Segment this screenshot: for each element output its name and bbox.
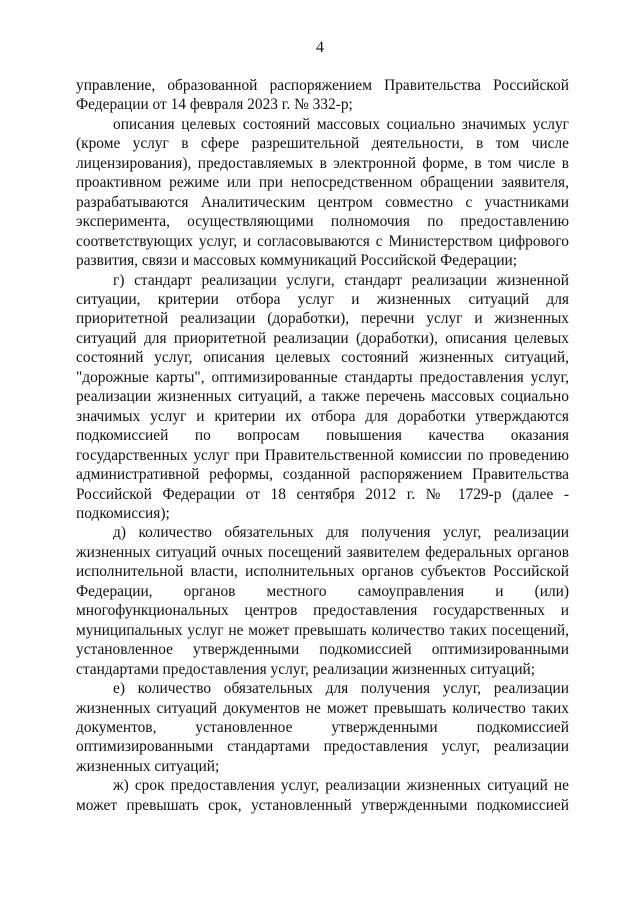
paragraph-item-zh: ж) срок предоставления услуг, реализации жизненных ситуаций не может превышать срок, установленный утвержденными подкомиссией bbox=[76, 777, 569, 814]
document-body bbox=[76, 76, 569, 815]
paragraph-item-e: е) количество обязательных для получения услуг, реализации жизненных ситуаций документов не может превышать количество таких документов, установленное утвержденными подкомиссией оптимизированными стандартами предоставления услуг, реализации жизненных ситуаций; bbox=[76, 680, 569, 775]
paragraph-target-states: описания целевых состояний массовых социально значимых услуг (кроме услуг в сфере разрешительной деятельности, в том числе лицензирования), предоставляемых в электронной форме, в том числе в проактивном режиме или при непосредственном обращении заявителя, разрабатываются Аналитическим центром совместно с участниками эксперимента, осуществляющими полномочия по предоставлению соответствующих услуг, и согласовываются с Министерством цифрового развития, связи и массовых коммуникаций Российской Федерации; bbox=[76, 115, 569, 270]
paragraph-continuation: управление, образованной распоряжением Правительства Российской Федерации от 14 февраля 2023 г. № 332-р; bbox=[76, 77, 569, 114]
paragraph-item-g: г) стандарт реализации услуги, стандарт реализации жизненной ситуации, критерии отбора услуг и жизненных ситуаций для приоритетной реализации (доработки), перечни услуг и жизненных ситуаций для приоритетной реализации (доработки), описания целевых состояний услуг, описания целевых состояний жизненных ситуаций, "дорожные карты", оптимизированные стандарты предоставления услуг, реализации жизненных ситуаций, а также перечень массовых социально значимых услуг и критерии их отбора для доработки утверждаются подкомиссией по вопросам повышения качества оказания государственных услуг при Правительственной комиссии по проведению административной реформы, созданной распоряжением Правительства Российской Федерации от 18 сентября 2012 г. № 1729-р (далее - подкомиссия); bbox=[76, 271, 569, 522]
paragraph-item-d: д) количество обязательных для получения услуг, реализации жизненных ситуаций очных посещений заявителем федеральных органов исполнительной власти, исполнительных органов субъектов Российской Федерации, органов местного самоуправления и (или) многофункциональных центров предоставления государственных и муниципальных услуг не может превышать количество таких посещений, установленное утвержденными подкомиссией оптимизированными стандартами предоставления услуг, реализации жизненных ситуаций; bbox=[76, 524, 569, 678]
page-number: 4 bbox=[316, 39, 324, 56]
